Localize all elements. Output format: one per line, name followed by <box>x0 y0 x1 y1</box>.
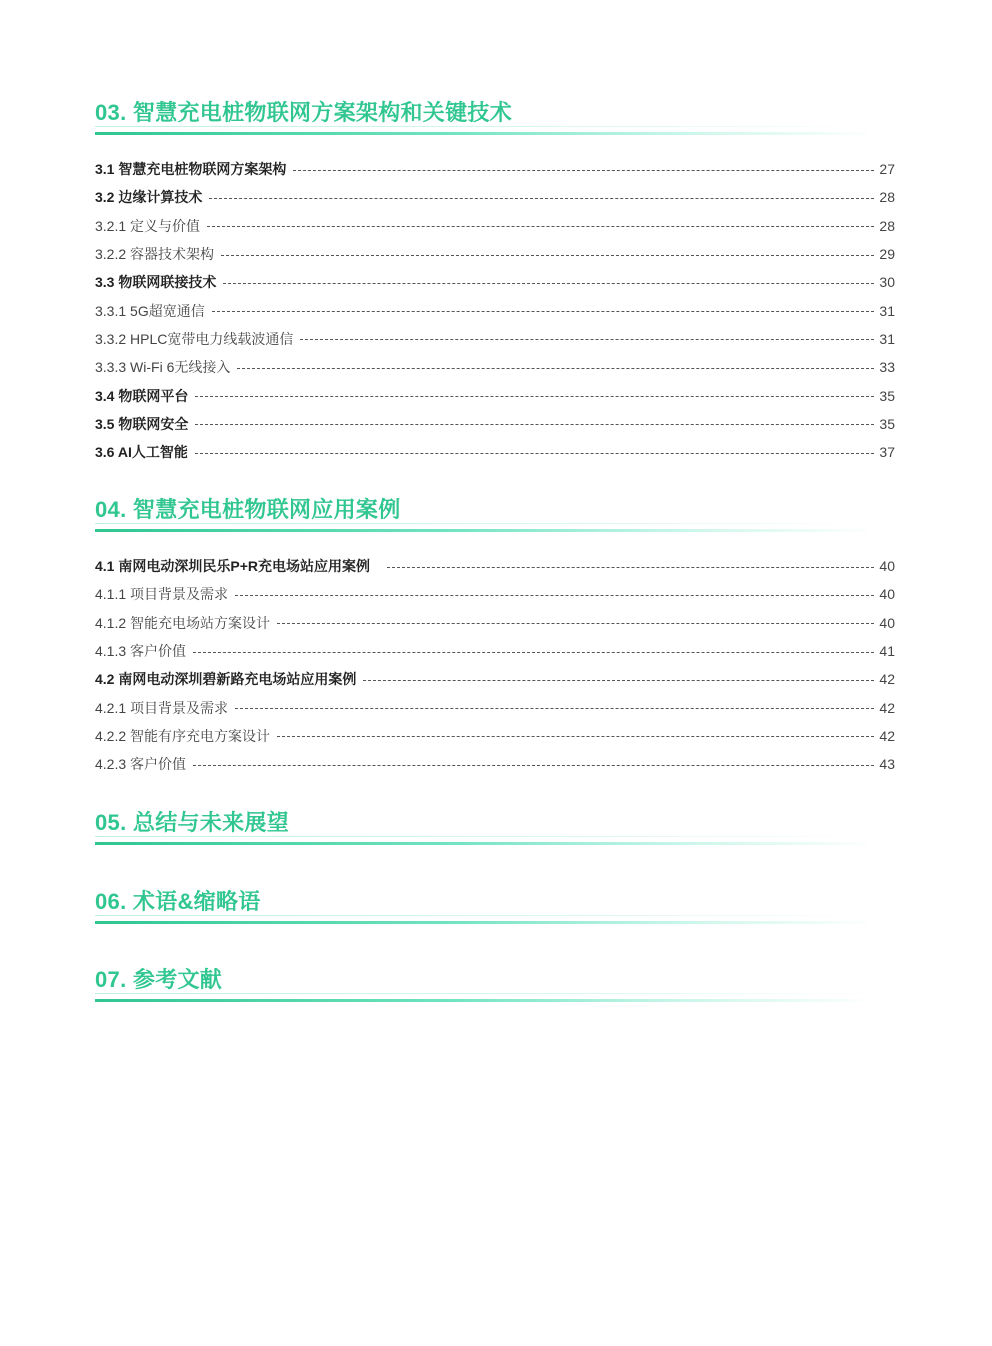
toc-entry-label: 4.2 南网电动深圳碧新路充电场站应用案例 <box>95 671 357 688</box>
toc-entry[interactable] <box>95 722 895 750</box>
toc-entry-label: 4.2.1 项目背景及需求 <box>95 699 229 716</box>
dot-leader <box>293 170 874 171</box>
section-rule <box>95 132 875 135</box>
dot-leader <box>235 708 874 709</box>
toc-entry-label: 3.2 边缘计算技术 <box>95 189 203 206</box>
toc-entry-label: 3.4 物联网平台 <box>95 387 189 404</box>
dot-leader <box>212 311 874 312</box>
section-rule-thin <box>95 523 875 524</box>
toc-entry[interactable] <box>95 609 895 637</box>
dot-leader <box>195 424 874 425</box>
dot-leader <box>235 595 874 596</box>
toc-entry[interactable] <box>95 268 895 296</box>
toc-entry-page: 37 <box>879 444 895 461</box>
toc-entry-page: 33 <box>879 359 895 376</box>
toc-entry[interactable] <box>95 693 895 721</box>
toc-entry-label: 4.2.2 智能有序充电方案设计 <box>95 727 271 744</box>
toc-entry[interactable] <box>95 183 895 211</box>
toc-entry-label: 3.3 物联网联接技术 <box>95 274 217 291</box>
toc-entry[interactable] <box>95 665 895 693</box>
section-rule-thin <box>95 836 875 837</box>
dot-leader <box>195 396 874 397</box>
section-rule-thin <box>95 915 875 916</box>
toc-entry[interactable] <box>95 353 895 381</box>
dot-leader <box>221 255 874 256</box>
toc-entry[interactable] <box>95 155 895 183</box>
dot-leader <box>277 623 874 624</box>
toc-entry-page: 43 <box>879 756 895 773</box>
section-rule <box>95 999 875 1002</box>
toc-section-03 <box>95 98 895 466</box>
section-rule-thin <box>95 993 875 994</box>
toc-entry-page: 31 <box>879 330 895 347</box>
section-title[interactable]: 06. 术语&缩略语 <box>95 889 261 914</box>
toc-list <box>95 155 895 466</box>
section-rule <box>95 529 875 532</box>
toc-entry[interactable] <box>95 296 895 324</box>
toc-entry-page: 28 <box>879 217 895 234</box>
toc-entry-label: 4.1.2 智能充电场站方案设计 <box>95 614 271 631</box>
toc-entry[interactable] <box>95 410 895 438</box>
toc-entry-page: 42 <box>879 727 895 744</box>
toc-entry[interactable] <box>95 552 895 580</box>
toc-entry-label: 4.1 南网电动深圳民乐P+R充电场站应用案例 <box>95 558 370 575</box>
toc-section-04 <box>95 495 895 778</box>
toc-list <box>95 552 895 778</box>
toc-entry-page: 42 <box>879 671 895 688</box>
toc-entry-page: 28 <box>879 189 895 206</box>
section-title[interactable]: 04. 智慧充电桩物联网应用案例 <box>95 497 401 522</box>
toc-entry-label: 3.2.2 容器技术架构 <box>95 246 215 263</box>
dot-leader <box>223 283 874 284</box>
toc-entry[interactable] <box>95 637 895 665</box>
toc-entry-page: 40 <box>879 614 895 631</box>
section-title[interactable]: 05. 总结与未来展望 <box>95 810 289 835</box>
section-title[interactable]: 03. 智慧充电桩物联网方案架构和关键技术 <box>95 100 512 125</box>
toc-entry[interactable] <box>95 381 895 409</box>
section-rule-thin <box>95 126 875 127</box>
section-rule <box>95 842 875 845</box>
toc-entry-label: 3.3.3 Wi-Fi 6无线接入 <box>95 359 231 376</box>
toc-entry-label: 4.1.3 客户价值 <box>95 643 187 660</box>
toc-entry-label: 3.1 智慧充电桩物联网方案架构 <box>95 161 287 178</box>
toc-entry-page: 41 <box>879 643 895 660</box>
toc-entry[interactable] <box>95 438 895 466</box>
toc-entry-page: 42 <box>879 699 895 716</box>
toc-entry-label: 3.5 物联网安全 <box>95 415 189 432</box>
toc-entry-page: 35 <box>879 387 895 404</box>
toc-section-07 <box>95 965 895 1005</box>
toc-entry[interactable] <box>95 212 895 240</box>
toc-section-05 <box>95 808 895 848</box>
toc-entry-page: 31 <box>879 302 895 319</box>
toc-entry-label: 4.1.1 项目背景及需求 <box>95 586 229 603</box>
dot-leader <box>363 680 874 681</box>
toc-entry[interactable] <box>95 750 895 778</box>
section-header <box>95 887 895 927</box>
dot-leader <box>300 339 874 340</box>
section-header <box>95 98 895 138</box>
toc-entry[interactable] <box>95 580 895 608</box>
dot-leader <box>207 226 874 227</box>
section-rule <box>95 921 875 924</box>
toc-section-06 <box>95 887 895 927</box>
section-header <box>95 808 895 848</box>
toc-entry-label: 3.6 AI人工智能 <box>95 444 188 461</box>
toc-entry-page: 40 <box>879 586 895 603</box>
dot-leader <box>195 453 874 454</box>
toc-entry-label: 4.2.3 客户价值 <box>95 756 187 773</box>
dot-leader <box>387 567 874 568</box>
dot-leader <box>193 765 874 766</box>
toc-entry[interactable] <box>95 325 895 353</box>
toc-entry-page: 40 <box>879 558 895 575</box>
toc-entry-page: 29 <box>879 246 895 263</box>
section-header <box>95 495 895 535</box>
dot-leader <box>237 368 874 369</box>
toc-entry-label: 3.2.1 定义与价值 <box>95 217 201 234</box>
section-title[interactable]: 07. 参考文献 <box>95 967 223 992</box>
section-header <box>95 965 895 1005</box>
toc-entry-page: 35 <box>879 415 895 432</box>
dot-leader <box>277 736 874 737</box>
toc-entry-page: 27 <box>879 161 895 178</box>
dot-leader <box>193 652 874 653</box>
toc-entry-page: 30 <box>879 274 895 291</box>
toc-entry-label: 3.3.2 HPLC宽带电力线载波通信 <box>95 330 294 347</box>
dot-leader <box>209 198 874 199</box>
toc-entry-label: 3.3.1 5G超宽通信 <box>95 302 205 319</box>
toc-entry[interactable] <box>95 240 895 268</box>
